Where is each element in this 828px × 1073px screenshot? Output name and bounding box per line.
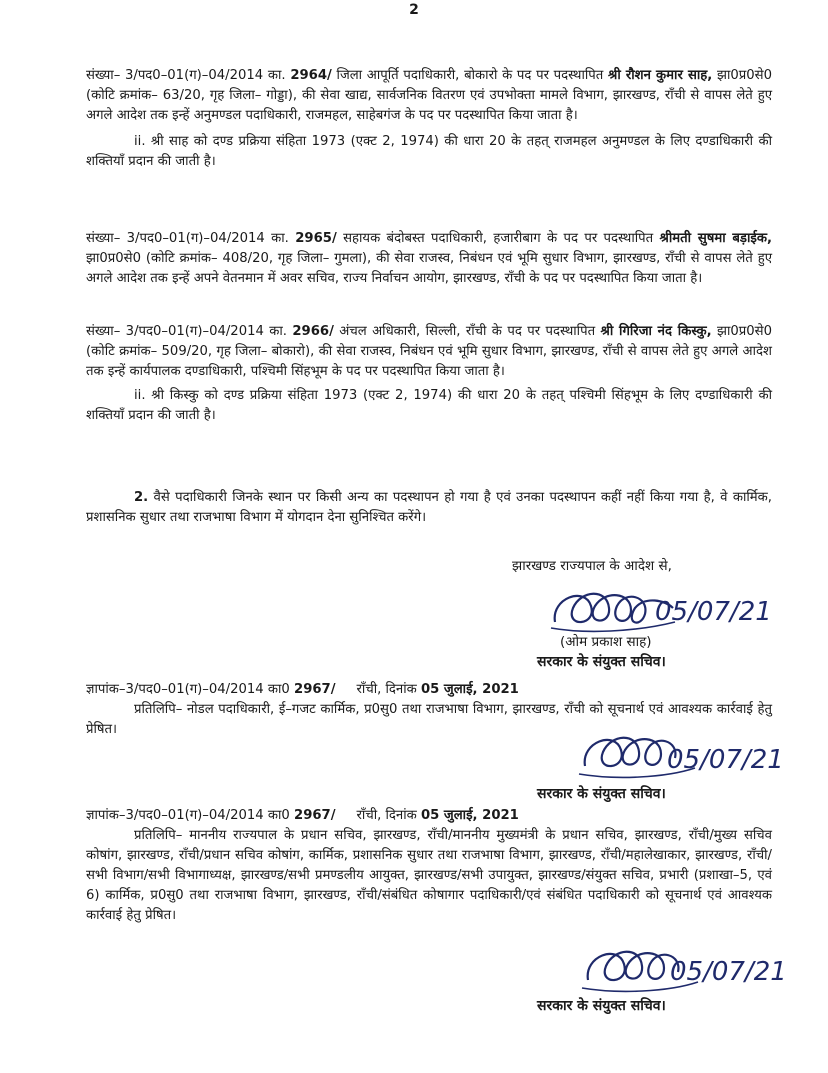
order-ref: संख्या– 3/पद0–01(ग)–04/2014 का. — [86, 68, 286, 83]
memo-2-designation: सरकार के संयुक्त सचिव। — [537, 998, 666, 1014]
officer-name: श्री रौशन कुमार साह, — [608, 68, 713, 83]
order-3-main — [86, 322, 772, 382]
order-number: 2966/ — [292, 324, 334, 339]
memo-ref: ज्ञापांक–3/पद0–01(ग)–04/2014 का0 — [86, 682, 290, 697]
memo-2-text: प्रतिलिपि– माननीय राज्यपाल के प्रधान सचिव, झारखण्ड, राँची/माननीय मुख्यमंत्री के प्रधान सचिव, झारखण्ड, राँची/मुख्य सचिव कोषांग, झारखण्ड, राँची/प्रधान सचिव कोषांग, कार्मिक, प्रशासनिक सुधार तथा राजभाषा विभाग, झारखण्ड, राँची/महालेखाकार, झारखण्ड, राँची/सभी विभाग/सभी विभागाध्यक्ष, झारखण्ड/सभी प्रमण्डलीय आयुक्त, झारखण्ड/सभी उपायुक्त, झारखण्ड/संयुक्त सचिव, प्रभारी (प्रशाखा–5, एवं 6) कार्मिक, प्र0सु0 तथा राजभाषा विभाग, झारखण्ड, राँची/संबंधित कोषागार पदाधिकारी/एवं संबंधित पदाधिकारी को सूचनार्थ एवं आवश्यक कार्रवाई हेतु प्रेषित। — [86, 828, 772, 923]
order-2 — [86, 229, 772, 289]
order-body: झा0प्र0से0 (कोटि क्रमांक– 408/20, गृह जिला– गुमला), की सेवा राजस्व, निबंधन एवं भूमि सुधार विभाग, झारखण्ड, राँची से वापस लेते हुए अगले आदेश तक इन्हें अपने वेतनमान में अवर सचिव, राज्य निर्वाचन आयोग, झारखण्ड, राँची के पद पर पदस्थापित किया जाता है। — [86, 251, 772, 286]
signatory-name: (ओम प्रकाश साह) — [560, 634, 652, 650]
memo-1-header — [86, 680, 772, 700]
order-body: झा0प्र0से0 (कोटि क्रमांक– 63/20, गृह जिला– गोड्डा), की सेवा खाद्य, सार्वजनिक वितरण एवं उपभोक्ता मामले विभाग, झारखण्ड, राँची से वापस लेते हुए अगले आदेश तक इन्हें अनुमण्डल पदाधिकारी, राजमहल, साहेबगंज के पद पर पदस्थापित किया जाता है। — [86, 68, 772, 123]
signature-3 — [578, 936, 793, 998]
order-3-subclause: ii. श्री किस्कु को दण्ड प्रक्रिया संहिता 1973 (एक्ट 2, 1974) की धारा 20 के तहत् पश्चिमी सिंहभूम के लिए दण्डाधिकारी की शक्तियाँ प्रदान की जाती है। — [86, 388, 772, 423]
officer-name: श्री गिरिजा नंद किस्कु, — [600, 324, 712, 339]
memo-ref: ज्ञापांक–3/पद0–01(ग)–04/2014 का0 — [86, 808, 290, 823]
officer-name: श्रीमती सुषमा बड़ाईक, — [659, 231, 773, 246]
memo-date: 05 जुलाई, 2021 — [420, 808, 519, 823]
memo-number: 2967/ — [294, 682, 336, 697]
memo-1-designation: सरकार के संयुक्त सचिव। — [537, 786, 666, 802]
clause-2 — [86, 488, 772, 528]
signature-date: 05/07/21 — [670, 957, 787, 987]
memo-place: राँची, दिनांक — [356, 808, 417, 823]
memo-date: 05 जुलाई, 2021 — [420, 682, 519, 697]
order-text: अंचल अधिकारी, सिल्ली, राँची के पद पर पदस्थापित — [333, 324, 601, 339]
signatory-designation: सरकार के संयुक्त सचिव। — [537, 654, 666, 670]
order-body: झा0प्र0से0 (कोटि क्रमांक– 509/20, गृह जिला– बोकारो), की सेवा राजस्व, निबंधन एवं भूमि सुधार विभाग, झारखण्ड, राँची से वापस लेते हुए अगले आदेश तक इन्हें कार्यपालक दण्डाधिकारी, पश्चिमी सिंहभूम के पद पर पदस्थापित किया जाता है। — [86, 324, 772, 379]
order-ref: संख्या– 3/पद0–01(ग)–04/2014 का. — [86, 231, 289, 246]
clause-number: 2. — [134, 490, 149, 505]
order-2-main — [86, 229, 772, 289]
order-text: जिला आपूर्ति पदाधिकारी, बोकारो के पद पर पदस्थापित — [331, 68, 608, 83]
memo-2 — [86, 806, 772, 926]
order-1-subclause: ii. श्री साह को दण्ड प्रक्रिया संहिता 1973 (एक्ट 2, 1974) की धारा 20 के तहत् राजमहल अनुमण्डल के लिए दण्डाधिकारी की शक्तियाँ प्रदान की जाती है। — [86, 134, 772, 169]
clause-text: वैसे पदाधिकारी जिनके स्थान पर किसी अन्य का पदस्थापन हो गया है एवं उनका पदस्थापन कहीं नहीं किया गया है, वे कार्मिक, प्रशासनिक सुधार तथा राजभाषा विभाग में योगदान देना सुनिश्चित करेंगे। — [86, 490, 772, 525]
signature-date: 05/07/21 — [667, 745, 784, 775]
memo-1-text: प्रतिलिपि– नोडल पदाधिकारी, ई–गजट कार्मिक, प्र0सु0 तथा राजभाषा विभाग, झारखण्ड, राँची को सूचनार्थ एवं आवश्यक कार्रवाई हेतु प्रेषित। — [86, 702, 772, 737]
order-ref: संख्या– 3/पद0–01(ग)–04/2014 का. — [86, 324, 287, 339]
order-number: 2965/ — [295, 231, 337, 246]
order-1-main — [86, 66, 772, 126]
page-number: 2 — [409, 2, 419, 18]
order-1 — [86, 66, 772, 172]
signature-2 — [575, 722, 790, 784]
signature-date: 05/07/21 — [655, 597, 772, 627]
signature-1 — [545, 578, 775, 640]
order-number: 2964/ — [290, 68, 332, 83]
memo-2-header — [86, 806, 772, 826]
memo-number: 2967/ — [294, 808, 336, 823]
memo-place: राँची, दिनांक — [356, 682, 417, 697]
order-3 — [86, 322, 772, 426]
order-text: सहायक बंदोबस्त पदाधिकारी, हजारीबाग के पद पर पदस्थापित — [336, 231, 660, 246]
by-order-line: झारखण्ड राज्यपाल के आदेश से, — [512, 558, 672, 574]
